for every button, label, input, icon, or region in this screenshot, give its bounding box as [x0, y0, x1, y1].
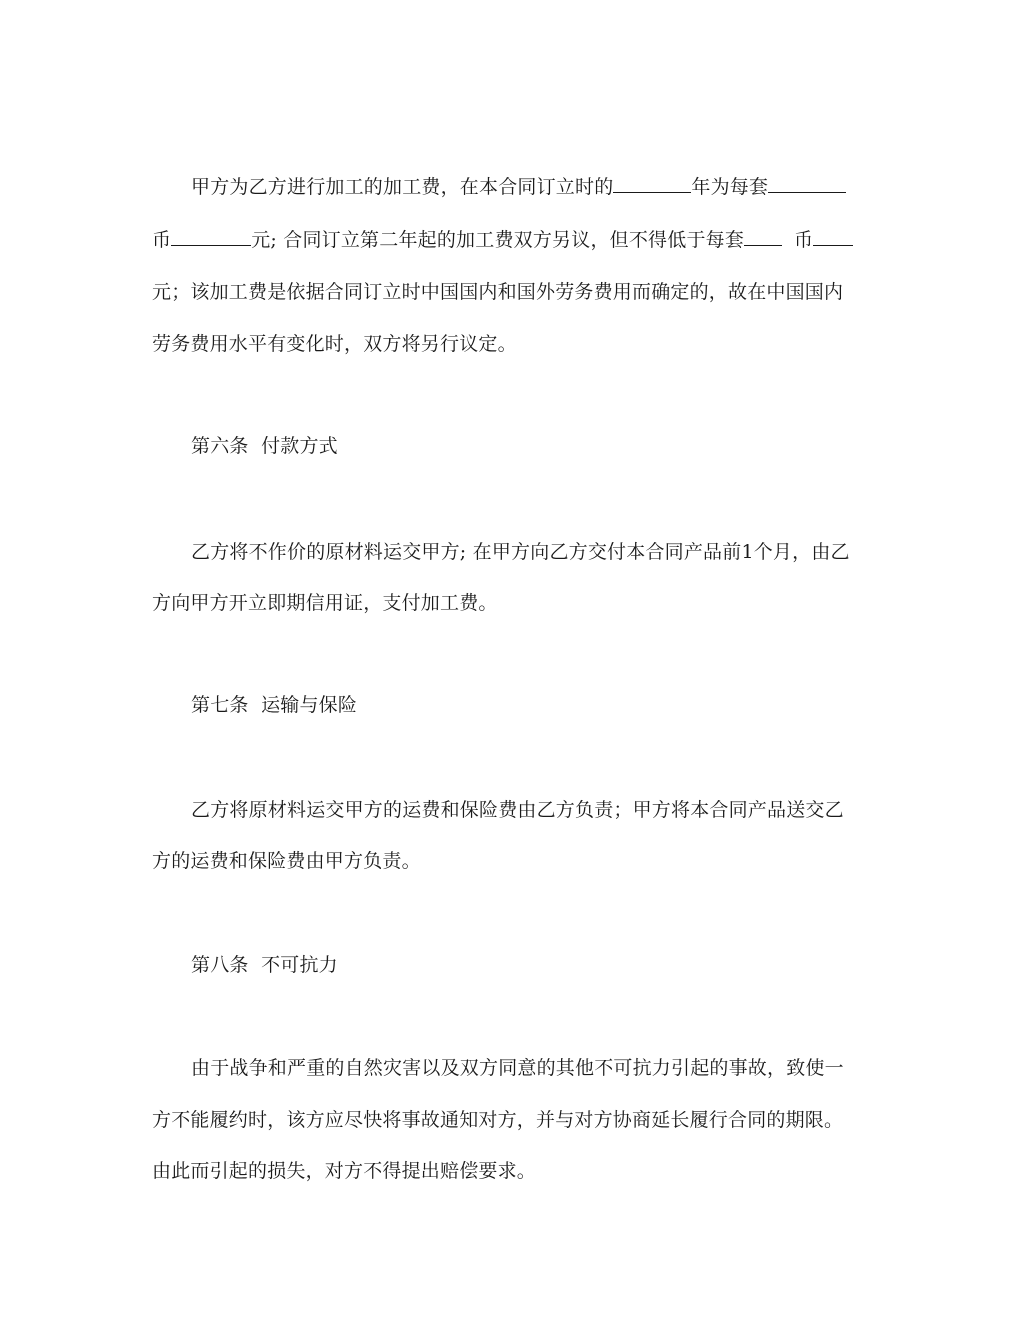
paragraph-line: 方的运费和保险费由甲方负责。 — [152, 850, 421, 872]
text-segment: 币 — [794, 229, 814, 251]
fill-in-blank[interactable] — [744, 227, 782, 246]
fill-in-blank[interactable] — [768, 174, 846, 193]
paragraph-line: 乙方将不作价的原材料运交甲方; 在甲方向乙方交付本合同产品前1个月，由乙 — [191, 541, 850, 563]
fill-in-blank[interactable] — [813, 227, 853, 246]
paragraph-line: 乙方将原材料运交甲方的运费和保险费由乙方负责；甲方将本合同产品送交乙 — [191, 799, 844, 821]
article-heading: 第六条 付款方式 — [191, 435, 338, 457]
text-segment: 甲方为乙方进行加工的加工费，在本合同订立时的 — [191, 176, 614, 198]
fill-in-blank[interactable] — [171, 227, 251, 246]
paragraph-line: 元；该加工费是依据合同订立时中国国内和国外劳务费用而确定的，故在中国国内 — [152, 281, 844, 303]
paragraph-line: 方不能履约时，该方应尽快将事故通知对方，并与对方协商延长履行合同的期限。 — [152, 1109, 844, 1131]
paragraph-line — [191, 174, 846, 199]
paragraph-line: 由于战争和严重的自然灾害以及双方同意的其他不可抗力引起的事故，致使一 — [191, 1057, 844, 1079]
fill-in-blank[interactable] — [613, 174, 691, 193]
paragraph-line: 劳务费用水平有变化时，双方将另行议定。 — [152, 333, 517, 355]
text-segment: 年为每套 — [691, 176, 769, 198]
text-segment: 元; 合同订立第二年起的加工费双方另议，但不得低于每套 — [251, 229, 745, 251]
text-segment: 币 — [152, 229, 172, 251]
paragraph-line: 方向甲方开立即期信用证，支付加工费。 — [152, 592, 498, 614]
article-heading: 第七条 运输与保险 — [191, 694, 358, 716]
paragraph-line — [152, 227, 853, 252]
paragraph-line: 由此而引起的损失，对方不得提出赔偿要求。 — [152, 1160, 537, 1182]
article-heading: 第八条 不可抗力 — [191, 954, 338, 976]
